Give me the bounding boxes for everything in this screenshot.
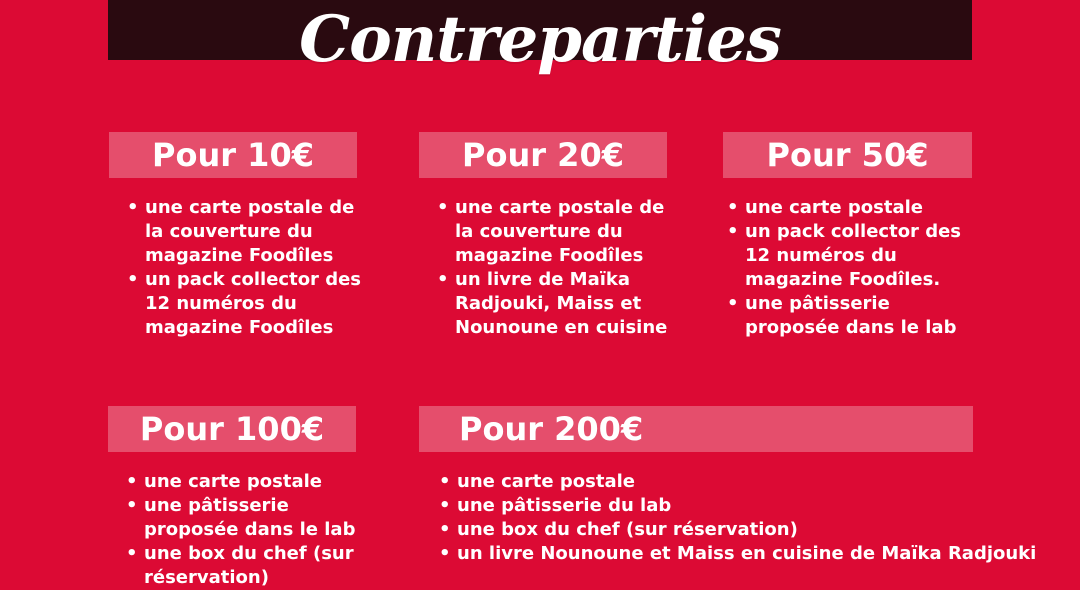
tier-item: • une carte postale de la couverture du magazine Foodîles: [437, 197, 665, 266]
tier-items-50: [727, 196, 972, 340]
tier-item: • une carte postale: [727, 197, 923, 218]
tier-card-20: [419, 132, 667, 340]
tier-item: • une box du chef (sur réservation): [439, 519, 798, 540]
bullet-icon: •: [727, 221, 739, 242]
bullet-icon: •: [439, 519, 451, 540]
tier-items-100: [126, 470, 374, 590]
tier-item: • une carte postale: [439, 471, 635, 492]
tier-item: • une box du chef (sur réservation): [126, 543, 354, 588]
tier-title-20: Pour 20€: [462, 136, 624, 174]
tier-item: • une pâtisserie du lab: [439, 495, 672, 516]
bullet-icon: •: [439, 495, 451, 516]
tier-header-100: [108, 406, 356, 452]
tier-card-100: [108, 406, 356, 590]
bullet-icon: •: [437, 269, 449, 290]
tier-items-20: [437, 196, 682, 340]
tier-item: • une pâtisserie proposée dans le lab: [126, 495, 356, 540]
bullet-icon: •: [127, 269, 139, 290]
bullet-icon: •: [126, 495, 138, 516]
bullet-icon: •: [126, 543, 138, 564]
page-title: Contreparties: [299, 2, 781, 77]
tier-item: • une pâtisserie proposée dans le lab: [727, 293, 957, 338]
tier-card-50: [723, 132, 972, 340]
tier-title-100: Pour 100€: [139, 410, 325, 448]
tier-item: • un pack collector des 12 numéros du magazine Foodîles.: [727, 221, 962, 290]
tier-title-200: Pour 200€: [459, 410, 644, 448]
tier-card-10: [109, 132, 362, 340]
tier-item: • un livre de Maïka Radjouki, Maiss et Nounoune en cuisine: [437, 269, 668, 338]
bullet-icon: •: [437, 197, 449, 218]
bullet-icon: •: [439, 471, 451, 492]
tier-title-10: Pour 10€: [152, 136, 314, 174]
tier-item: • une carte postale de la couverture du magazine Foodîles: [127, 197, 355, 266]
tier-title-50: Pour 50€: [766, 136, 929, 174]
tier-items-200: [439, 470, 1037, 566]
tier-item: • une carte postale: [126, 471, 322, 492]
tier-header-200: [419, 406, 973, 452]
bullet-icon: •: [727, 197, 739, 218]
tier-item: • un pack collector des 12 numéros du magazine Foodîles: [127, 269, 362, 338]
bullet-icon: •: [727, 293, 739, 314]
tier-item: • un livre Nounoune et Maiss en cuisine de Maïka Radjouki: [439, 543, 1037, 564]
tier-card-200: [419, 406, 1037, 566]
tier-header-50: [723, 132, 972, 178]
tier-header-10: [109, 132, 357, 178]
bullet-icon: •: [127, 197, 139, 218]
bullet-icon: •: [439, 543, 451, 564]
tier-header-20: [419, 132, 667, 178]
tier-items-10: [127, 196, 372, 340]
bullet-icon: •: [126, 471, 138, 492]
